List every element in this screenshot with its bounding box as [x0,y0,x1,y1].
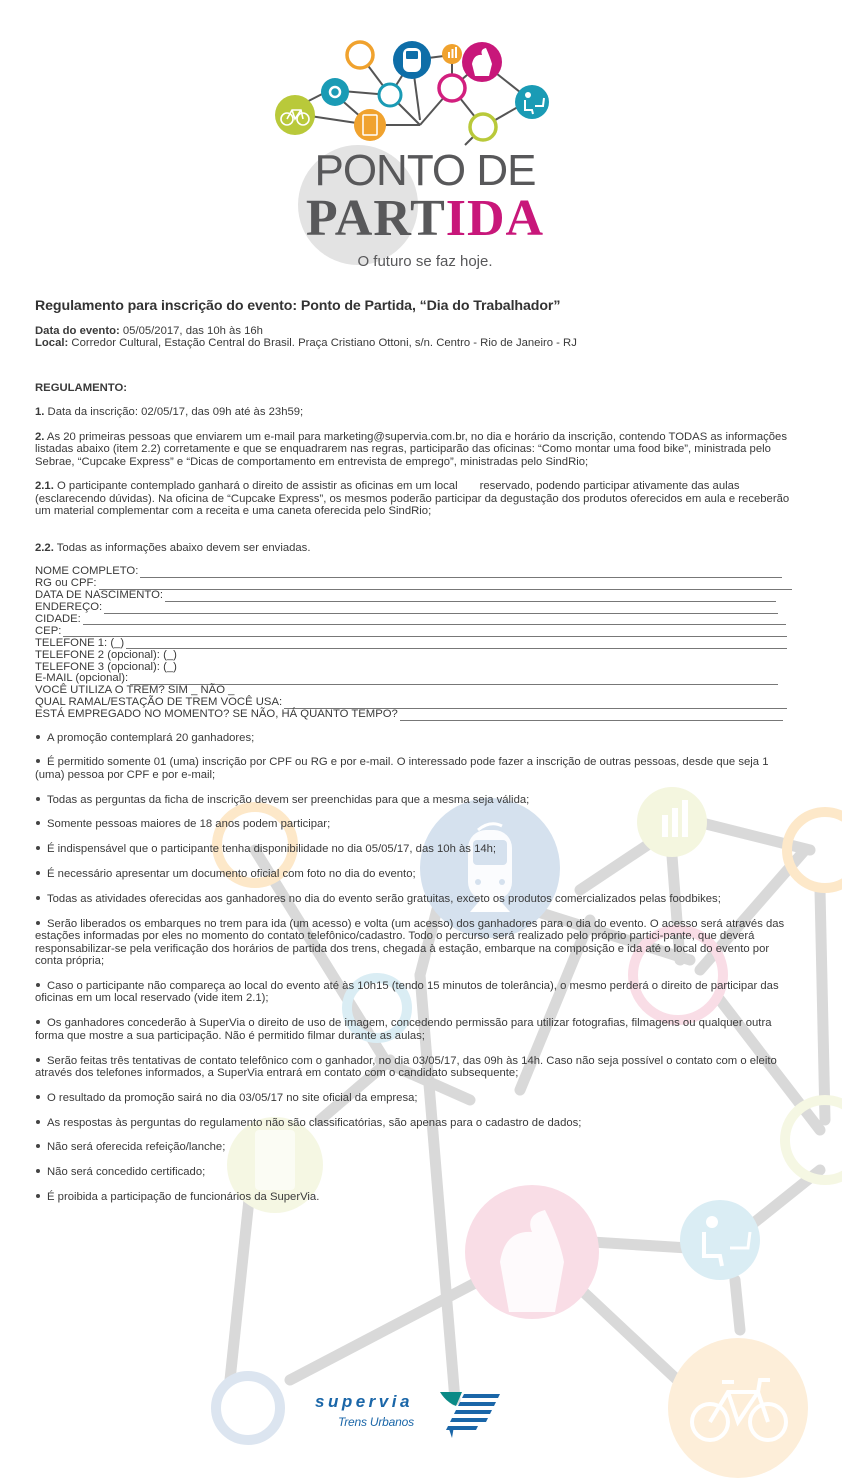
bullet-icon [36,759,40,763]
regulation-item-1 [35,406,795,419]
event-local [35,337,795,350]
rule-text: É necessário apresentar um documento oficial com foto no dia do evento; [47,868,416,881]
rule-text: É indispensável que o participante tenha disponibilidade no dia 05/05/17, das 10h às 14h; [47,843,497,856]
rule-item [35,1141,795,1154]
rule-item [35,732,795,745]
lime-ring-node [470,114,496,140]
field-label: DATA DE NASCIMENTO: [35,589,164,602]
fill-line[interactable] [165,592,776,602]
item-text: Todas as informações abaixo devem ser enviadas. [53,541,311,554]
gear-node-icon [321,78,349,106]
orange-ring-node [347,42,373,68]
rule-item [35,794,795,807]
rule-item [35,843,795,856]
event-date [35,325,795,338]
rules-list [35,732,795,1204]
bg-blue-ring [216,1376,280,1440]
rule-text: Serão liberados os embarques no trem para ida (um acesso) e volta (um acesso) dos ganhadores para o dia do evento. O acesso será através das estações informadas por eles no momento do contato telefônico/cadastro. Todo o percurso será realizado pelo próprio partici-pante, que deverá responsabilizar-se pela verificação dos horários de partida dos trens, chegada à estação, embarque na composição e ida até o local do evento por conta própria; [35,917,785,968]
fill-line[interactable] [99,580,792,590]
rule-item [35,1092,795,1105]
fill-line[interactable] [104,604,778,614]
event-date-value: 05/05/2017, das 10h às 16h [119,324,263,337]
rule-item [35,1117,795,1130]
rule-text: Não será oferecida refeição/lanche; [47,1141,226,1154]
field-label: ENDEREÇO: [35,601,103,614]
field-label: CIDADE: [35,612,81,625]
fill-line[interactable] [140,568,782,578]
teal-ring-node [379,84,401,106]
event-local-value: Corredor Cultural, Estação Central do Brasil. Praça Cristiano Ottoni, s/n. Centro - Rio de Janeiro - RJ [68,337,577,349]
bullet-icon [36,1095,40,1099]
supervia-logo [310,1388,510,1444]
field-label: RG ou CPF: [35,577,97,590]
bullet-icon [36,821,40,825]
rule-text: Os ganhadores concederão à SuperVia o direito de uso de imagem, concedendo permissão para utilizar fotografias, filmagens ou qualquer outra forma que mostre a sua participação. Não é permitido filmar durante as aulas; [35,1017,772,1042]
item-number: 2. [35,430,45,443]
item-text: As 20 primeiras pessoas que enviarem um e-mail para marketing@supervia.com.br, no dia e horário da inscrição, contendo TODAS as informações listadas abaixo (item 2.2) corretamente e que se enquadrarem nas regras, participarão das oficinas: “Como montar uma food bike”, ministrada pelo Sebrae, “Cupcake Express” e “Dicas de comportamento em entrevista de emprego”, ministradas pelo SindRio; [35,430,787,468]
field-label: NOME COMPLETO: [35,565,139,578]
logo-line2-accent: IDA [445,190,545,247]
ponto-de-partida-logo [270,30,580,280]
rule-item [35,818,795,831]
fill-line[interactable] [83,615,786,625]
bullet-icon [36,1169,40,1173]
regulation-item-2-1 [35,480,795,518]
logo-line1: PONTO DE [314,146,536,195]
field-label: TELEFONE 2 (opcional): (_) [35,648,177,661]
form-field-telefone-1 [35,637,795,649]
logo-line2-dark: PART [305,190,446,247]
registration-form-fields [35,566,795,721]
rule-item [35,1166,795,1179]
regulation-document [35,300,795,1216]
supervia-mark-icon [438,1390,508,1440]
field-label: CEP: [35,624,62,637]
pink-ring-node [439,75,465,101]
bullet-icon [36,1020,40,1024]
form-field-endereco [35,602,795,614]
bullet-icon [36,846,40,850]
form-field-telefone-3 [35,661,795,673]
logo-tagline: O futuro se faz hoje. [357,253,493,270]
form-field-rg-cpf [35,578,795,590]
rule-item [35,756,795,781]
rule-item [35,980,795,1005]
field-label: ESTÁ EMPREGADO NO MOMENTO? SE NÃO, HÁ QUANTO TEMPO? [35,708,398,721]
bullet-icon [36,1194,40,1198]
item-number: 2.2. [35,541,54,554]
form-field-telefone-2 [35,649,795,661]
form-field-ramal [35,697,795,709]
bullet-icon [36,921,40,925]
rule-text: É permitido somente 01 (uma) inscrição por CPF ou RG e por e-mail. O interessado pode fazer a inscrição de outras pessoas, desde que seja 1 (uma) pessoa por CPF e por e-mail; [35,756,769,781]
bullet-icon [36,896,40,900]
regulation-item-2 [35,431,795,469]
item-text: Data da inscrição: 02/05/17, das 09h até às 23h59; [44,406,304,418]
bg-bicycle-circle [668,1338,808,1478]
event-date-label: Data do evento: [35,324,120,337]
rule-text: O resultado da promoção sairá no dia 03/05/17 no site oficial da empresa; [47,1091,418,1104]
rule-item [35,893,795,906]
bullet-icon [36,797,40,801]
rule-text: Não será concedido certificado; [47,1166,206,1179]
field-label: E-MAIL (opcional): [35,672,129,685]
supervia-brand-text: supervia [315,1392,413,1411]
svg-text:PARTIDA [306,190,544,247]
bullet-icon [36,1058,40,1062]
rule-text: Serão feitas três tentativas de contato telefônico com o ganhador, no dia 03/05/17, das 09h às 14h. Caso não seja possível o contato com o eleito através dos telefones informados, a SuperVia entrará em contato com o candidato subsequente; [35,1054,777,1080]
rule-item [35,868,795,881]
form-field-empregado [35,709,795,721]
form-field-utiliza-trem [35,685,795,697]
rule-text: Todas as atividades oferecidas aos ganhadores no dia do evento serão gratuitas, exceto os produtos comercializados pelas foodbikes; [47,892,721,905]
form-field-cep [35,625,795,637]
rule-item [35,1055,795,1080]
form-field-nome [35,566,795,578]
rule-item [35,1017,795,1042]
rule-text: A promoção contemplará 20 ganhadores; [47,731,255,744]
regulation-item-2-2 [35,542,795,555]
rule-item [35,918,795,968]
bullet-icon [36,735,40,739]
field-label: VOCÊ UTILIZA O TREM? SIM _ NÃO _ [35,684,235,697]
bullet-icon [36,1120,40,1124]
bullet-icon [36,1144,40,1148]
calculator-node-icon [354,109,386,141]
bicycle-node-icon [275,95,315,135]
rule-text: É proibida a participação de funcionários da SuperVia. [47,1191,320,1204]
rule-text: Caso o participante não compareça ao local do evento até às 10h15 (tendo 15 minutos de tolerância), o mesmo perderá o direito de participar das oficinas em um local reservado (vide item 2.1); [35,979,779,1005]
supervia-subtitle: Trens Urbanos [338,1415,414,1429]
fill-line[interactable] [400,711,783,721]
event-local-label: Local: [35,337,69,349]
field-label: TELEFONE 3 (opcional): (_) [35,660,177,673]
form-field-cidade [35,614,795,626]
item-number: 1. [35,406,45,418]
rule-text: Somente pessoas maiores de 18 anos podem participar; [47,818,331,831]
document-title: Regulamento para inscrição do evento: Ponto de Partida, “Dia do Trabalhador” [35,298,561,314]
form-field-nascimento [35,590,795,602]
bullet-icon [36,983,40,987]
field-label: TELEFONE 1: (_) [35,636,125,649]
bullet-icon [36,871,40,875]
rule-text: As respostas às perguntas do regulamento não são classificatórias, são apenas para o cadastro de dados; [47,1116,582,1129]
item-text: O participante contemplado ganhará o direito de assistir as oficinas em um local reservado, podendo participar ativamente das aulas (esclarecendo dúvidas). Na oficina de “Cupcake Express”, os mesmos poderão participar da degustação dos produtos oferecidos em aula e receberão um material complementar com a receita e uma caneta oferecida pelo SindRio; [35,480,793,517]
fill-line[interactable] [126,639,787,649]
field-label: QUAL RAMAL/ESTAÇÃO DE TREM VOCÊ USA: [35,696,283,709]
item-number: 2.1. [35,480,54,492]
rule-text: Todas as perguntas da ficha de inscrição devem ser preenchidas para que a mesma seja válida; [47,793,530,806]
rule-item [35,1191,795,1204]
fill-line[interactable] [63,627,787,637]
regulamento-heading: REGULAMENTO: [35,381,128,394]
